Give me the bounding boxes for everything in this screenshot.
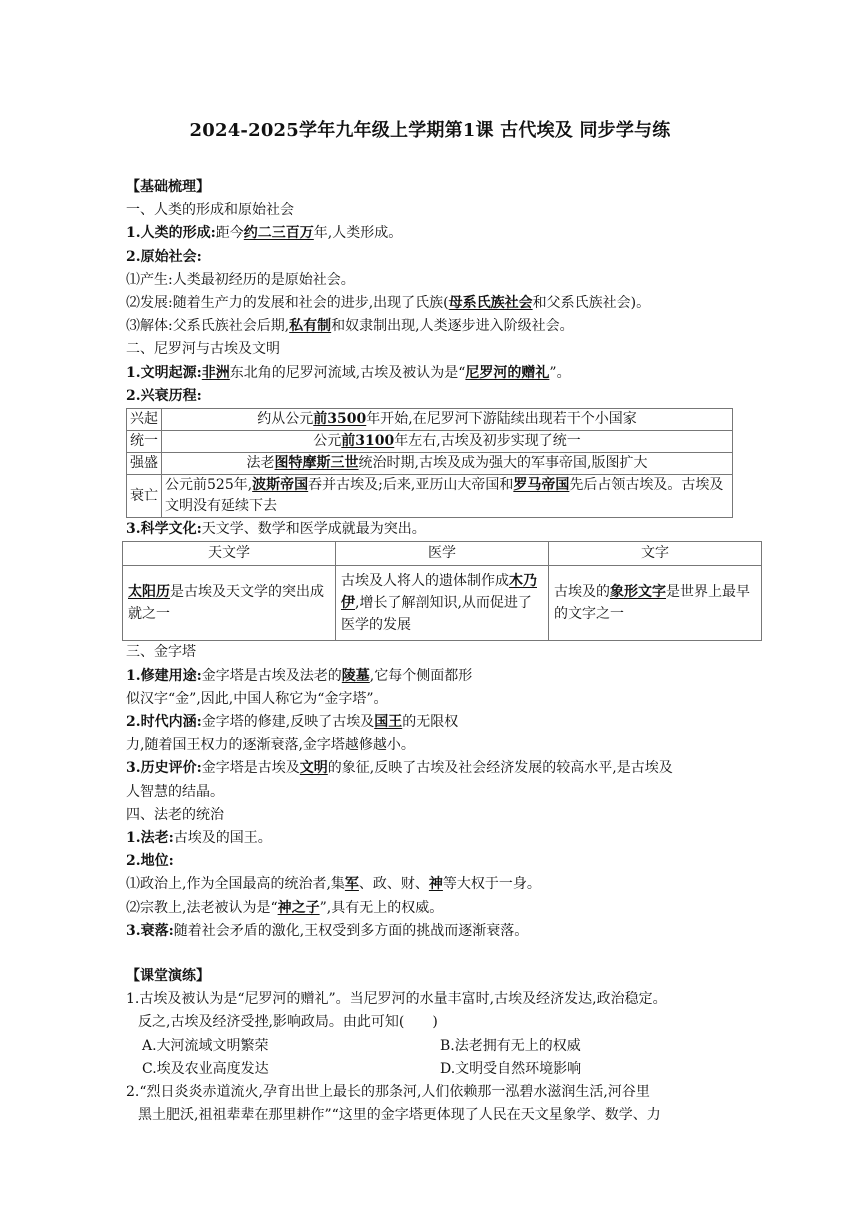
page-title: 2024-2025学年九年级上学期第1课 古代埃及 同步学与练 <box>189 120 671 141</box>
item-line: ⑴产生:人类最初经历的是原始社会。 <box>126 271 355 288</box>
science-table <box>122 541 762 641</box>
section-heading-basics: 【基础梳理】 <box>126 179 210 195</box>
topic-heading-3: 三、金字塔 <box>126 644 196 661</box>
question-1-options <box>126 1035 738 1058</box>
item-pyramid-meaning: 2.时代内涵:金字塔的修建,反映了古埃及国王的无限权 <box>126 714 459 731</box>
item-pyramid-evaluation: 3.历史评价:金字塔是古埃及文明的象征,反映了古埃及社会经济发展的较高水平,是古埃及 <box>126 760 673 777</box>
topic-heading-4: 四、法老的统治 <box>126 806 224 823</box>
table-header-row: 天文学 医学 文字 <box>123 542 762 566</box>
key-term: 图特摩斯三世 <box>274 455 359 472</box>
topic-heading-2: 二、尼罗河与古埃及文明 <box>126 341 280 358</box>
table-row: 强盛 法老图特摩斯三世统治时期,古埃及成为强大的军事帝国,版图扩大 <box>127 453 733 475</box>
item-decline: 3.衰落:随着社会矛盾的激化,王权受到多方面的挑战而逐渐衰落。 <box>126 922 529 939</box>
question-2: 2.“烈日炎炎赤道流火,孕育出世上最长的那条河,人们依赖那一泓碧水滋润生活,河谷里 <box>126 1084 650 1101</box>
item-status: 2.地位: <box>126 853 174 870</box>
item-line: 人智慧的结晶。 <box>126 783 224 800</box>
table-row: 太阳历是古埃及天文学的突出成就之一 古埃及人将人的遗体制作成木乃伊,增长了解剖知识,从而促进了医学的发展 古埃及的象形文字是世界上最早的文字之一 <box>123 566 762 641</box>
item-rise-fall: 2.兴衰历程: <box>126 387 202 404</box>
key-term: 前3500 <box>313 411 367 428</box>
key-term: 私有制 <box>289 318 332 335</box>
practice-section <box>126 965 738 1127</box>
key-term: 军 <box>344 876 359 893</box>
option-c[interactable]: C.埃及农业高度发达 <box>142 1060 269 1077</box>
item-line: 似汉字“金”,因此,中国人称它为“金字塔”。 <box>126 690 388 707</box>
key-term: 太阳历 <box>128 584 170 601</box>
key-term: 罗马帝国 <box>513 477 570 494</box>
question-1-options <box>126 1058 738 1081</box>
item-science-culture: 3.科学文化:天文学、数学和医学成就最为突出。 <box>126 521 426 538</box>
key-term: 陵墓 <box>341 667 370 684</box>
key-term: 文明 <box>299 760 328 777</box>
key-term: 母系氏族社会 <box>448 295 533 312</box>
key-term: 波斯帝国 <box>252 477 309 494</box>
option-d[interactable]: D.文明受自然环境影响 <box>440 1060 582 1077</box>
key-term: 神 <box>428 876 443 893</box>
history-table <box>126 408 733 518</box>
key-term: 木乃伊 <box>341 573 537 612</box>
key-term: 象形文字 <box>610 584 666 601</box>
table-row: 统一 公元前3100年左右,古埃及初步实现了统一 <box>127 431 733 453</box>
section-heading-practice: 【课堂演练】 <box>126 968 210 985</box>
key-term: 国王 <box>374 714 403 731</box>
item-line: ⑴政治上,作为全国最高的统治者,集军、政、财、神等大权于一身。 <box>126 876 541 893</box>
item-label: 1.人类的形成: <box>126 225 216 242</box>
item-primitive-society: 2.原始社会: <box>126 248 202 265</box>
question-2-cont: 黑土肥沃,祖祖辈辈在那里耕作”“这里的金字塔更体现了人民在天文星象学、数学、力 <box>138 1107 661 1124</box>
question-1: 1.古埃及被认为是“尼罗河的赠礼”。当尼罗河的水量丰富时,古埃及经济发达,政治稳定。 <box>126 991 667 1008</box>
worksheet-content <box>126 176 750 1128</box>
table-row: 衰亡 公元前525年,波斯帝国吞并古埃及;后来,亚历山大帝国和罗马帝国先后占领古埃及。古埃及文明没有延续下去 <box>127 475 733 518</box>
item-civ-origin: 1.文明起源:非洲东北角的尼罗河流域,古埃及被认为是“尼罗河的赠礼”。 <box>126 364 571 381</box>
key-term: 神之子 <box>277 899 320 916</box>
item-pharaoh: 1.法老:古埃及的国王。 <box>126 830 272 847</box>
key-term: 非洲 <box>201 364 230 381</box>
item-line: ⑶解体:父系氏族社会后期,私有制和奴隶制出现,人类逐步进入阶级社会。 <box>126 318 574 335</box>
topic-heading-1: 一、人类的形成和原始社会 <box>126 202 294 219</box>
item-pyramid-use: 1.修建用途:金字塔是古埃及法老的陵墓,它每个侧面都形 <box>126 667 473 684</box>
question-1-cont: 反之,古埃及经济受挫,影响政局。由此可知( ) <box>138 1014 438 1031</box>
key-term: 尼罗河的赠礼 <box>465 364 550 381</box>
item-human-formation: 1.人类的形成:距今约二三百万年,人类形成。 <box>126 225 403 242</box>
item-line: 力,随着国王权力的逐渐衰落,金字塔越修越小。 <box>126 737 415 754</box>
table-row: 兴起 约从公元前3500年开始,在尼罗河下游陆续出现若干个小国家 <box>127 409 733 431</box>
item-line: ⑵发展:随着生产力的发展和社会的进步,出现了氏族(母系氏族社会和父系氏族社会)。 <box>126 295 651 312</box>
option-a[interactable]: A.大河流域文明繁荣 <box>142 1037 269 1054</box>
key-term: 约二三百万 <box>243 225 314 242</box>
key-term: 前3100 <box>341 433 395 450</box>
option-b[interactable]: B.法老拥有无上的权威 <box>440 1037 581 1054</box>
item-line: ⑵宗教上,法老被认为是“神之子”,具有无上的权威。 <box>126 899 444 916</box>
